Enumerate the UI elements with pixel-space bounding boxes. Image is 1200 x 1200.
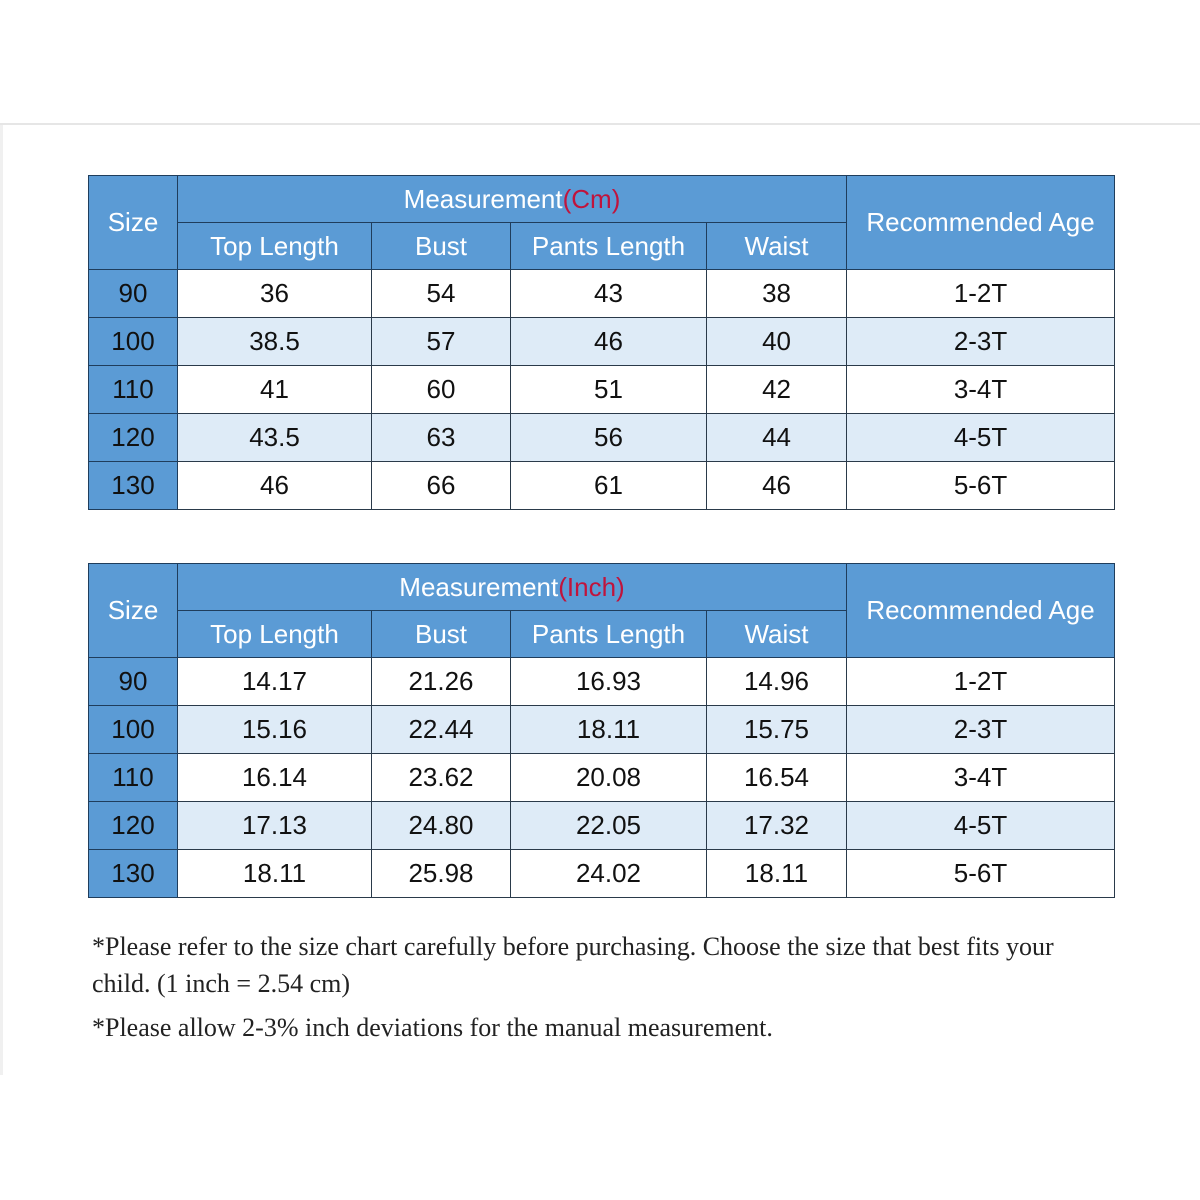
table-cell: 41 <box>178 366 372 414</box>
divider <box>0 123 1200 125</box>
table-cell: 18.11 <box>178 850 372 898</box>
table-cell: 5-6T <box>847 850 1115 898</box>
table-cell: 43 <box>511 270 707 318</box>
size-cell: 110 <box>89 754 178 802</box>
table-cell: 16.14 <box>178 754 372 802</box>
column-header: Bust <box>372 611 511 658</box>
table-row <box>89 366 1115 414</box>
table-cell: 23.62 <box>372 754 511 802</box>
table-cell: 18.11 <box>511 706 707 754</box>
size-cell: 130 <box>89 850 178 898</box>
table-cell: 3-4T <box>847 754 1115 802</box>
table-cell: 18.11 <box>707 850 847 898</box>
table-cell: 5-6T <box>847 462 1115 510</box>
table-row <box>89 754 1115 802</box>
measurement-label: Measurement <box>403 183 563 214</box>
table-cell: 40 <box>707 318 847 366</box>
size-cell: 130 <box>89 462 178 510</box>
unit-label: (Cm) <box>562 183 621 214</box>
table-row <box>89 850 1115 898</box>
size-cell: 90 <box>89 270 178 318</box>
unit-label: (Inch) <box>558 571 625 602</box>
table-cell: 22.44 <box>372 706 511 754</box>
table-cell: 60 <box>372 366 511 414</box>
table-cell: 57 <box>372 318 511 366</box>
column-header: Pants Length <box>511 611 707 658</box>
table-cell: 14.96 <box>707 658 847 706</box>
table-cell: 25.98 <box>372 850 511 898</box>
table-cell: 21.26 <box>372 658 511 706</box>
column-header: Bust <box>372 223 511 270</box>
table-cell: 51 <box>511 366 707 414</box>
size-cell: 120 <box>89 414 178 462</box>
table-cell: 15.16 <box>178 706 372 754</box>
header-recommended-age: Recommended Age <box>847 176 1115 270</box>
size-cell: 100 <box>89 706 178 754</box>
header-size: Size <box>89 564 178 658</box>
size-cell: 100 <box>89 318 178 366</box>
table-cell: 24.80 <box>372 802 511 850</box>
table-cell: 46 <box>178 462 372 510</box>
column-header: Pants Length <box>511 223 707 270</box>
table-row <box>89 658 1115 706</box>
header-recommended-age: Recommended Age <box>847 564 1115 658</box>
table-cell: 44 <box>707 414 847 462</box>
table-cell: 66 <box>372 462 511 510</box>
column-header: Waist <box>707 223 847 270</box>
table-cell: 16.93 <box>511 658 707 706</box>
divider <box>0 125 3 1075</box>
table-row <box>89 802 1115 850</box>
table-cell: 1-2T <box>847 270 1115 318</box>
table-cell: 2-3T <box>847 706 1115 754</box>
table-cell: 54 <box>372 270 511 318</box>
table-row <box>89 270 1115 318</box>
table-cell: 4-5T <box>847 802 1115 850</box>
table-cell: 20.08 <box>511 754 707 802</box>
table-cell: 36 <box>178 270 372 318</box>
table-cell: 16.54 <box>707 754 847 802</box>
table-cell: 15.75 <box>707 706 847 754</box>
size-cell: 110 <box>89 366 178 414</box>
measurement-label: Measurement <box>399 571 559 602</box>
table-cell: 46 <box>707 462 847 510</box>
column-header: Waist <box>707 611 847 658</box>
table-cell: 46 <box>511 318 707 366</box>
table-row <box>89 462 1115 510</box>
table-cell: 17.13 <box>178 802 372 850</box>
header-measurement <box>178 564 847 611</box>
table-row <box>89 706 1115 754</box>
table-cell: 17.32 <box>707 802 847 850</box>
size-table-cm <box>88 175 1115 510</box>
table-cell: 3-4T <box>847 366 1115 414</box>
table-row <box>89 318 1115 366</box>
table-cell: 22.05 <box>511 802 707 850</box>
column-header: Top Length <box>178 223 372 270</box>
table-cell: 1-2T <box>847 658 1115 706</box>
table-cell: 38.5 <box>178 318 372 366</box>
column-header: Top Length <box>178 611 372 658</box>
table-cell: 2-3T <box>847 318 1115 366</box>
size-cell: 120 <box>89 802 178 850</box>
note-size-chart: *Please refer to the size chart carefully before purchasing. Choose the size that best fits your child. (1 inch = 2.54 cm) <box>92 932 1054 998</box>
size-cell: 90 <box>89 658 178 706</box>
table-cell: 38 <box>707 270 847 318</box>
header-size: Size <box>89 176 178 270</box>
table-cell: 42 <box>707 366 847 414</box>
size-table-inch <box>88 563 1115 898</box>
table-cell: 63 <box>372 414 511 462</box>
table-cell: 14.17 <box>178 658 372 706</box>
table-cell: 43.5 <box>178 414 372 462</box>
table-cell: 56 <box>511 414 707 462</box>
table-cell: 24.02 <box>511 850 707 898</box>
table-cell: 4-5T <box>847 414 1115 462</box>
notes <box>92 928 1092 1053</box>
header-measurement <box>178 176 847 223</box>
table-cell: 61 <box>511 462 707 510</box>
table-row <box>89 414 1115 462</box>
note-deviation: *Please allow 2-3% inch deviations for the manual measurement. <box>92 1013 773 1042</box>
